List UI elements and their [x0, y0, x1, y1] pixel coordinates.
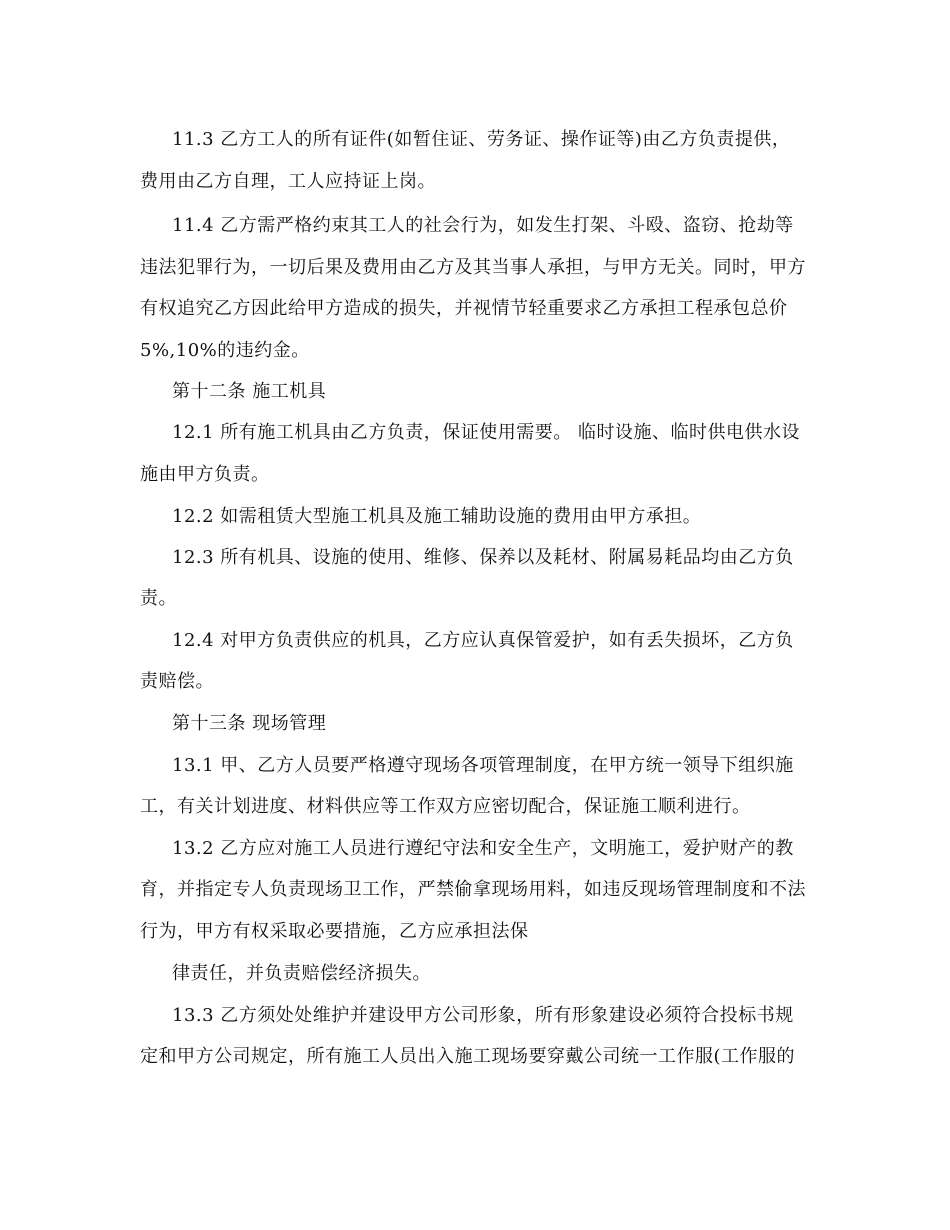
clause-11-4-line-1: 11.4 乙方需严格约束其工人的社会行为，如发生打架、斗殴、盗窃、抢劫等	[172, 215, 794, 236]
clause-12-2-line-1: 12.2 如需租赁大型施工机具及施工辅助设施的费用由甲方承担。	[172, 506, 702, 527]
clause-11-4-line-3: 有权追究乙方因此给甲方造成的损失，并视情节轻重要求乙方承担工程承包总价	[140, 298, 788, 319]
clause-12-4-line-1: 12.4 对甲方负责供应的机具，乙方应认真保管爱护，如有丢失损坏，乙方负	[172, 630, 794, 651]
clause-11-3-line-2: 费用由乙方自理，工人应持证上岗。	[140, 171, 436, 192]
clause-11-4-line-4: 5%,10%的违约金。	[140, 340, 310, 361]
clause-12-1-line-1: 12.1 所有施工机具由乙方负责，保证使用需要。 临时设施、临时供电供水设	[172, 422, 801, 443]
section-12-heading: 第十二条 施工机具	[172, 381, 327, 402]
clause-13-3-line-2: 定和甲方公司规定，所有施工人员出入施工现场要穿戴公司统一工作服(工作服的	[140, 1046, 796, 1067]
clause-13-2-line-1: 13.2 乙方应对施工人员进行遵纪守法和安全生产，文明施工，爱护财产的教	[172, 838, 794, 859]
clause-13-3-line-1: 13.3 乙方须处处维护并建设甲方公司形象，所有形象建设必须符合投标书规	[172, 1005, 794, 1026]
clause-12-4-line-2: 责赔偿。	[140, 671, 214, 692]
clause-13-1-line-2: 工，有关计划进度、材料供应等工作双方应密切配合，保证施工顺利进行。	[140, 796, 751, 817]
clause-13-2-line-2: 育，并指定专人负责现场卫工作，严禁偷拿现场用料，如违反现场管理制度和不法	[140, 879, 806, 900]
clause-12-3-line-1: 12.3 所有机具、设施的使用、维修、保养以及耗材、附属易耗品均由乙方负	[172, 547, 794, 568]
section-13-heading: 第十三条 现场管理	[172, 713, 327, 734]
clause-11-4-line-2: 违法犯罪行为，一切后果及费用由乙方及其当事人承担，与甲方无关。同时，甲方	[140, 257, 806, 278]
clause-13-2-line-3: 行为，甲方有权采取必要措施，乙方应承担法保	[140, 921, 529, 942]
clause-12-3-line-2: 责。	[140, 588, 177, 609]
clause-13-2-line-4: 律责任，并负责赔偿经济损失。	[172, 963, 431, 984]
clause-11-3-line-1: 11.3 乙方工人的所有证件(如暂住证、劳务证、操作证等)由乙方负责提供，	[172, 129, 791, 150]
clause-12-1-line-2: 施由甲方负责。	[140, 464, 270, 485]
clause-13-1-line-1: 13.1 甲、乙方人员要严格遵守现场各项管理制度，在甲方统一领导下组织施	[172, 755, 794, 776]
